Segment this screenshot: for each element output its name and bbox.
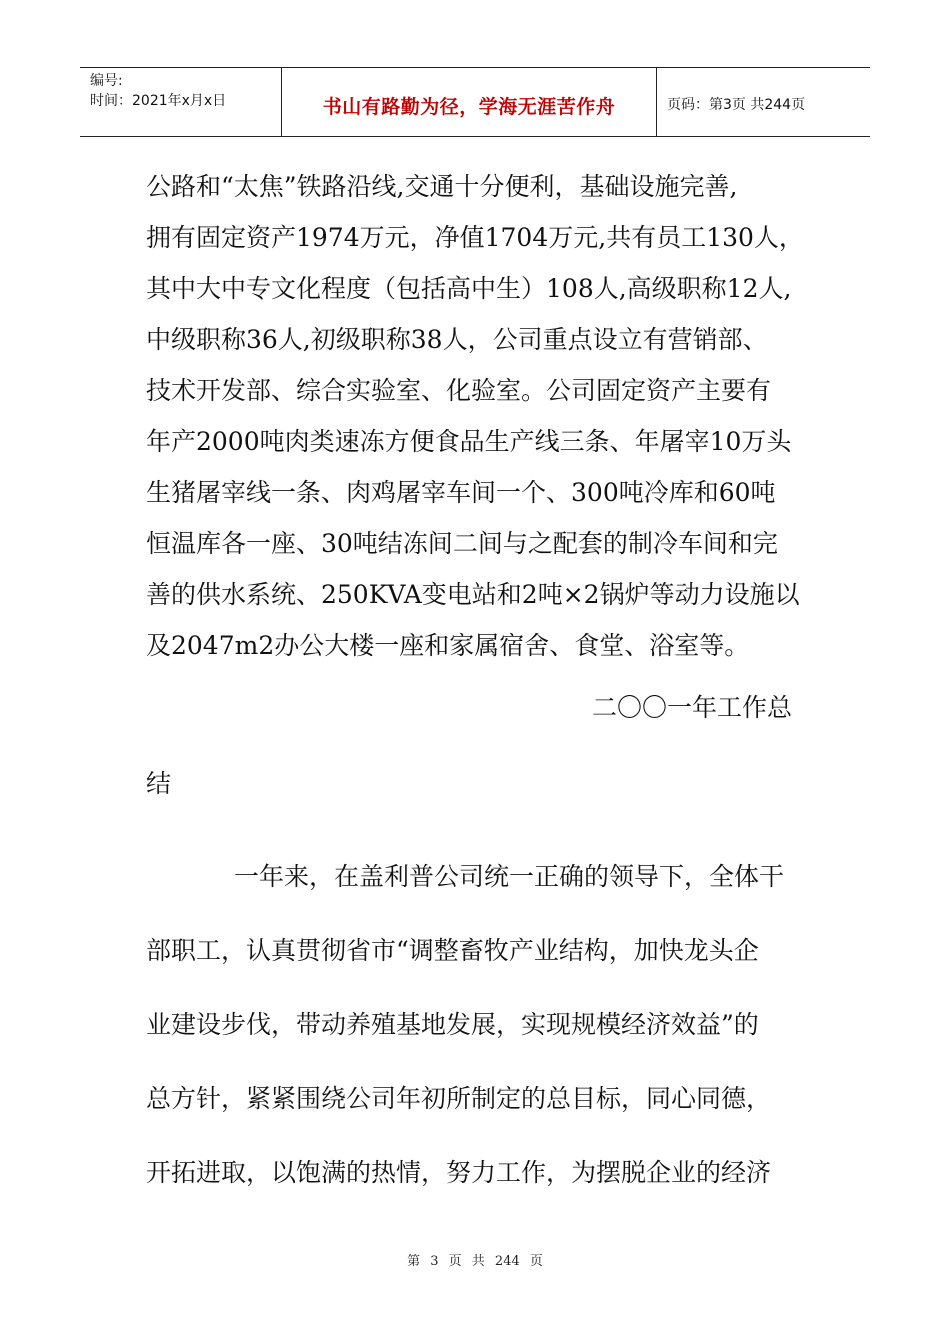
summary-line: 业建设步伐，带动养殖基地发展，实现规模经济效益”的 — [146, 1010, 759, 1039]
paragraph-line: 及2047m2办公大楼一座和家属宿舍、食堂、浴室等。 — [146, 631, 750, 660]
section-title-part2: 结 — [146, 769, 172, 798]
header-meta-cell — [80, 68, 282, 136]
section-title-part1: 二〇〇一年工作总 — [592, 693, 793, 722]
paragraph-line: 恒温库各一座、30吨结冻间二间与之配套的制冷车间和完 — [146, 529, 778, 558]
header-motto: 书山有路勤为径，学海无涯苦作舟 — [322, 96, 616, 118]
summary-paragraph — [146, 840, 784, 1210]
paragraph-line: 中级职称36人,初级职称38人，公司重点设立有营销部、 — [146, 325, 768, 354]
summary-line: 一年来，在盖利普公司统一正确的领导下，全体干 — [234, 862, 785, 891]
paragraph-line: 公路和“太焦”铁路沿线,交通十分便利，基础设施完善, — [146, 172, 738, 201]
summary-line: 部职工，认真贯彻省市“调整畜牧产业结构，加快龙头企 — [146, 936, 759, 965]
header-page-info: 页码：第3页 共244页 — [667, 97, 806, 113]
paragraph-line: 年产2000吨肉类速冻方便食品生产线三条、年屠宰10万头 — [146, 427, 792, 456]
header-page-cell — [657, 68, 870, 136]
company-description-paragraph — [146, 161, 804, 671]
document-time-label: 时间：2021年x月x日 — [90, 93, 227, 109]
paragraph-line: 善的供水系统、250KVA变电站和2吨×2锅炉等动力设施以 — [146, 580, 800, 609]
summary-line: 开拓进取，以饱满的热情，努力工作，为摆脱企业的经济 — [146, 1158, 772, 1187]
paragraph-line: 拥有固定资产1974万元，净值1704万元,共有员工130人， — [146, 223, 804, 252]
page-footer: 第 3 页 共 244 页 — [407, 1254, 543, 1269]
paragraph-line: 其中大中专文化程度（包括高中生）108人,高级职称12人, — [146, 274, 792, 303]
paragraph-line: 技术开发部、综合实验室、化验室。公司固定资产主要有 — [146, 376, 772, 405]
summary-line: 总方针，紧紧围绕公司年初所制定的总目标，同心同德， — [146, 1084, 772, 1113]
document-header — [80, 67, 870, 137]
paragraph-line: 生猪屠宰线一条、肉鸡屠宰车间一个、300吨冷库和60吨 — [146, 478, 776, 507]
header-motto-cell — [282, 68, 657, 136]
document-number-label: 编号: — [90, 73, 123, 89]
